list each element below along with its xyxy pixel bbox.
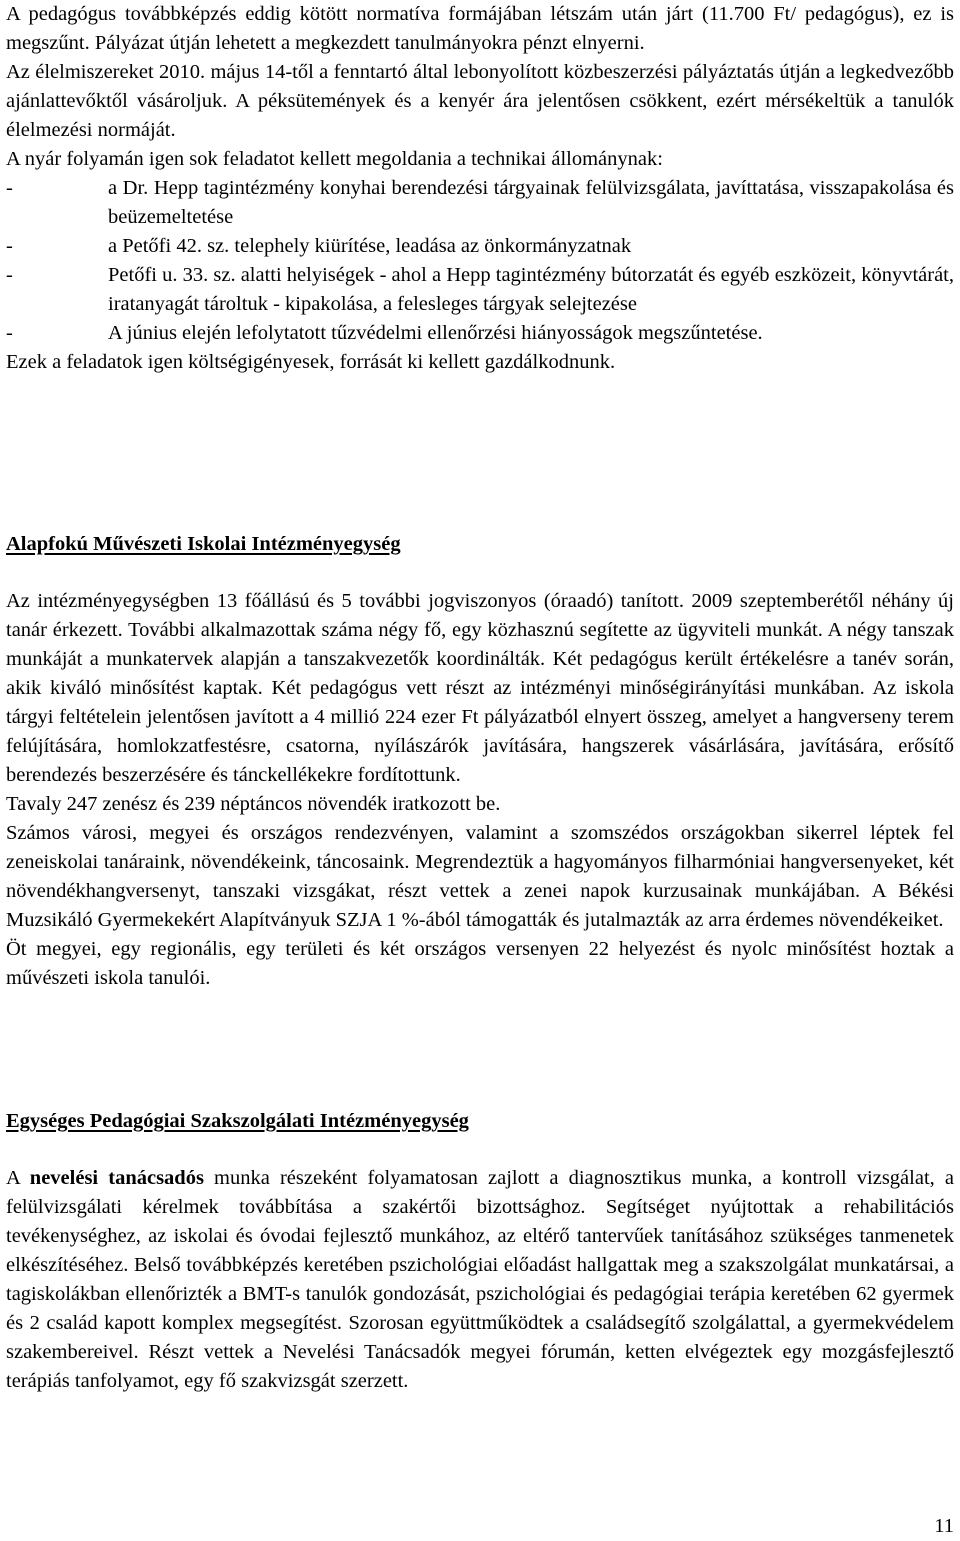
list-dash: - [6,322,13,344]
section-pedagogical-service [6,1164,954,1396]
list-dash: - [6,177,13,199]
list-dash: - [6,235,13,257]
list-item [6,319,954,348]
summer-task-list [6,174,954,348]
list-item [6,174,954,232]
counseling-prefix: A [6,1167,30,1189]
paragraph-art-school-enrollment: Tavaly 247 zenész és 239 néptáncos növendék iratkozott be. [6,793,501,815]
section-technical [6,0,954,377]
heading-art-school: Alapfokú Művészeti Iskolai Intézményegység [6,533,401,555]
counseling-text: munka részeként folyamatosan zajlott a diagnosztikus munka, a kontroll vizsgálat, a felülvizsgálati kérelmek továbbítása a szakértői bizottsághoz. Segítséget nyújtottak a rehabilitációs tevékenységhez, az iskolai és óvodai fejlesztő munkához, az eltérő tantervűek tanításához szükséges tanmenetek elkészítéséhez. Belső továbbképzés keretében pszichológiai előadást hallgattak meg a szakszolgálat munkatársai, a tagiskolákban ellenőrizték a BMT-s tanulók gondozását, pszichológiai és pedagógiai terápia keretében 62 gyermek és 2 család kapott komplex megsegítést. Szorosan együttműködtek a családsegítő szolgálattal, a gyermekvédelem szakembereivel. Részt vettek a Nevelési Tanácsadók megyei fórumán, ketten elvégeztek egy mozgásfejlesztő terápiás tanfolyamot, egy fő szakvizsgát szerzett. [6,1167,954,1392]
list-item-text: A június elején lefolytatott tűzvédelmi ellenőrzési hiányosságok megszűntetése. [108,322,763,344]
paragraph-summer-tasks-intro: A nyár folyamán igen sok feladatot kellett megoldania a technikai állománynak: [6,148,663,170]
paragraph-training-allowance: A pedagógus továbbképzés eddig kötött normatíva formájában létszám után járt (11.700 Ft/ pedagógus), ez is megszűnt. Pályázat útján lehetett a megkezdett tanulmányokra pénzt elnyerni. [6,3,954,54]
section-art-school [6,587,954,993]
page-number: 11 [934,1515,954,1537]
paragraph-counseling [6,1164,954,1396]
paragraph-costs: Ezek a feladatok igen költségigényesek, forrását ki kellett gazdálkodnunk. [6,351,616,373]
paragraph-art-school-competitions: Öt megyei, egy regionális, egy területi és két országos versenyen 22 helyezést és nyolc minősítést hoztak a művészeti iskola tanulói. [6,938,954,989]
list-item-text: a Petőfi 42. sz. telephely kiürítése, leadása az önkormányzatnak [108,235,632,257]
list-item-text: a Dr. Hepp tagintézmény konyhai berendezési tárgyainak felülvizsgálata, javíttatása, visszapakolása és beüzemeltetése [108,177,954,228]
heading-pedagogical-service: Egységes Pedagógiai Szakszolgálati Intézményegység [6,1110,469,1132]
paragraph-food-procurement: Az élelmiszereket 2010. május 14-től a fenntartó által lebonyolított közbeszerzési pályáztatás útján a legkedvezőbb ajánlattevőktől vásároljuk. A péksütemények és a kenyér ára jelentősen csökkent, ezért mérsékeltük a tanulók élelmezési normáját. [6,61,954,141]
paragraph-art-school-staff: Az intézményegységben 13 főállású és 5 további jogviszonyos (óraadó) tanított. 2009 szeptemberétől néhány új tanár érkezett. További alkalmazottak száma négy fő, egy közhasznú segítette az ügyviteli munkát. A négy tanszak munkáját a munkatervek alapján a tanszakvezetők koordinálták. Két pedagógus került értékelésre a tanév során, akik kiváló minősítést kaptak. Két pedagógus vett részt az intézményi minőségirányítási munkában. Az iskola tárgyi feltételein jelentősen javított a 4 millió 224 ezer Ft pályázatból elnyert összeg, amelyet a hangverseny terem felújítására, homlokzatfestésre, csatorna, nyílászárók javítására, hangszerek vásárlására, javítására, erősítő berendezés beszerzésére és tánckellékekre fordítottunk. [6,590,954,786]
list-item [6,261,954,319]
list-item [6,232,954,261]
list-item-text: Petőfi u. 33. sz. alatti helyiségek - ahol a Hepp tagintézmény bútorzatát és egyéb eszközeit, könyvtárát, iratanyagát tároltuk - kipakolása, a felesleges tárgyak selejtezése [108,264,954,315]
counseling-bold-term: nevelési tanácsadós [29,1167,204,1189]
list-dash: - [6,264,13,286]
paragraph-art-school-events: Számos városi, megyei és országos rendezvényen, valamint a szomszédos országokban sikerrel léptek fel zeneiskolai tanáraink, növendékeink, táncosaink. Megrendeztük a hagyományos filharmóniai hangversenyeket, két növendékhangversenyt, tanszaki vizsgákat, részt vettek a zenei napok kurzusainak munkájában. A Békési Muzsikáló Gyermekekért Alapítványuk SZJA 1 %-ából támogatták és jutalmazták az arra érdemes növendékeiket. [6,822,954,931]
